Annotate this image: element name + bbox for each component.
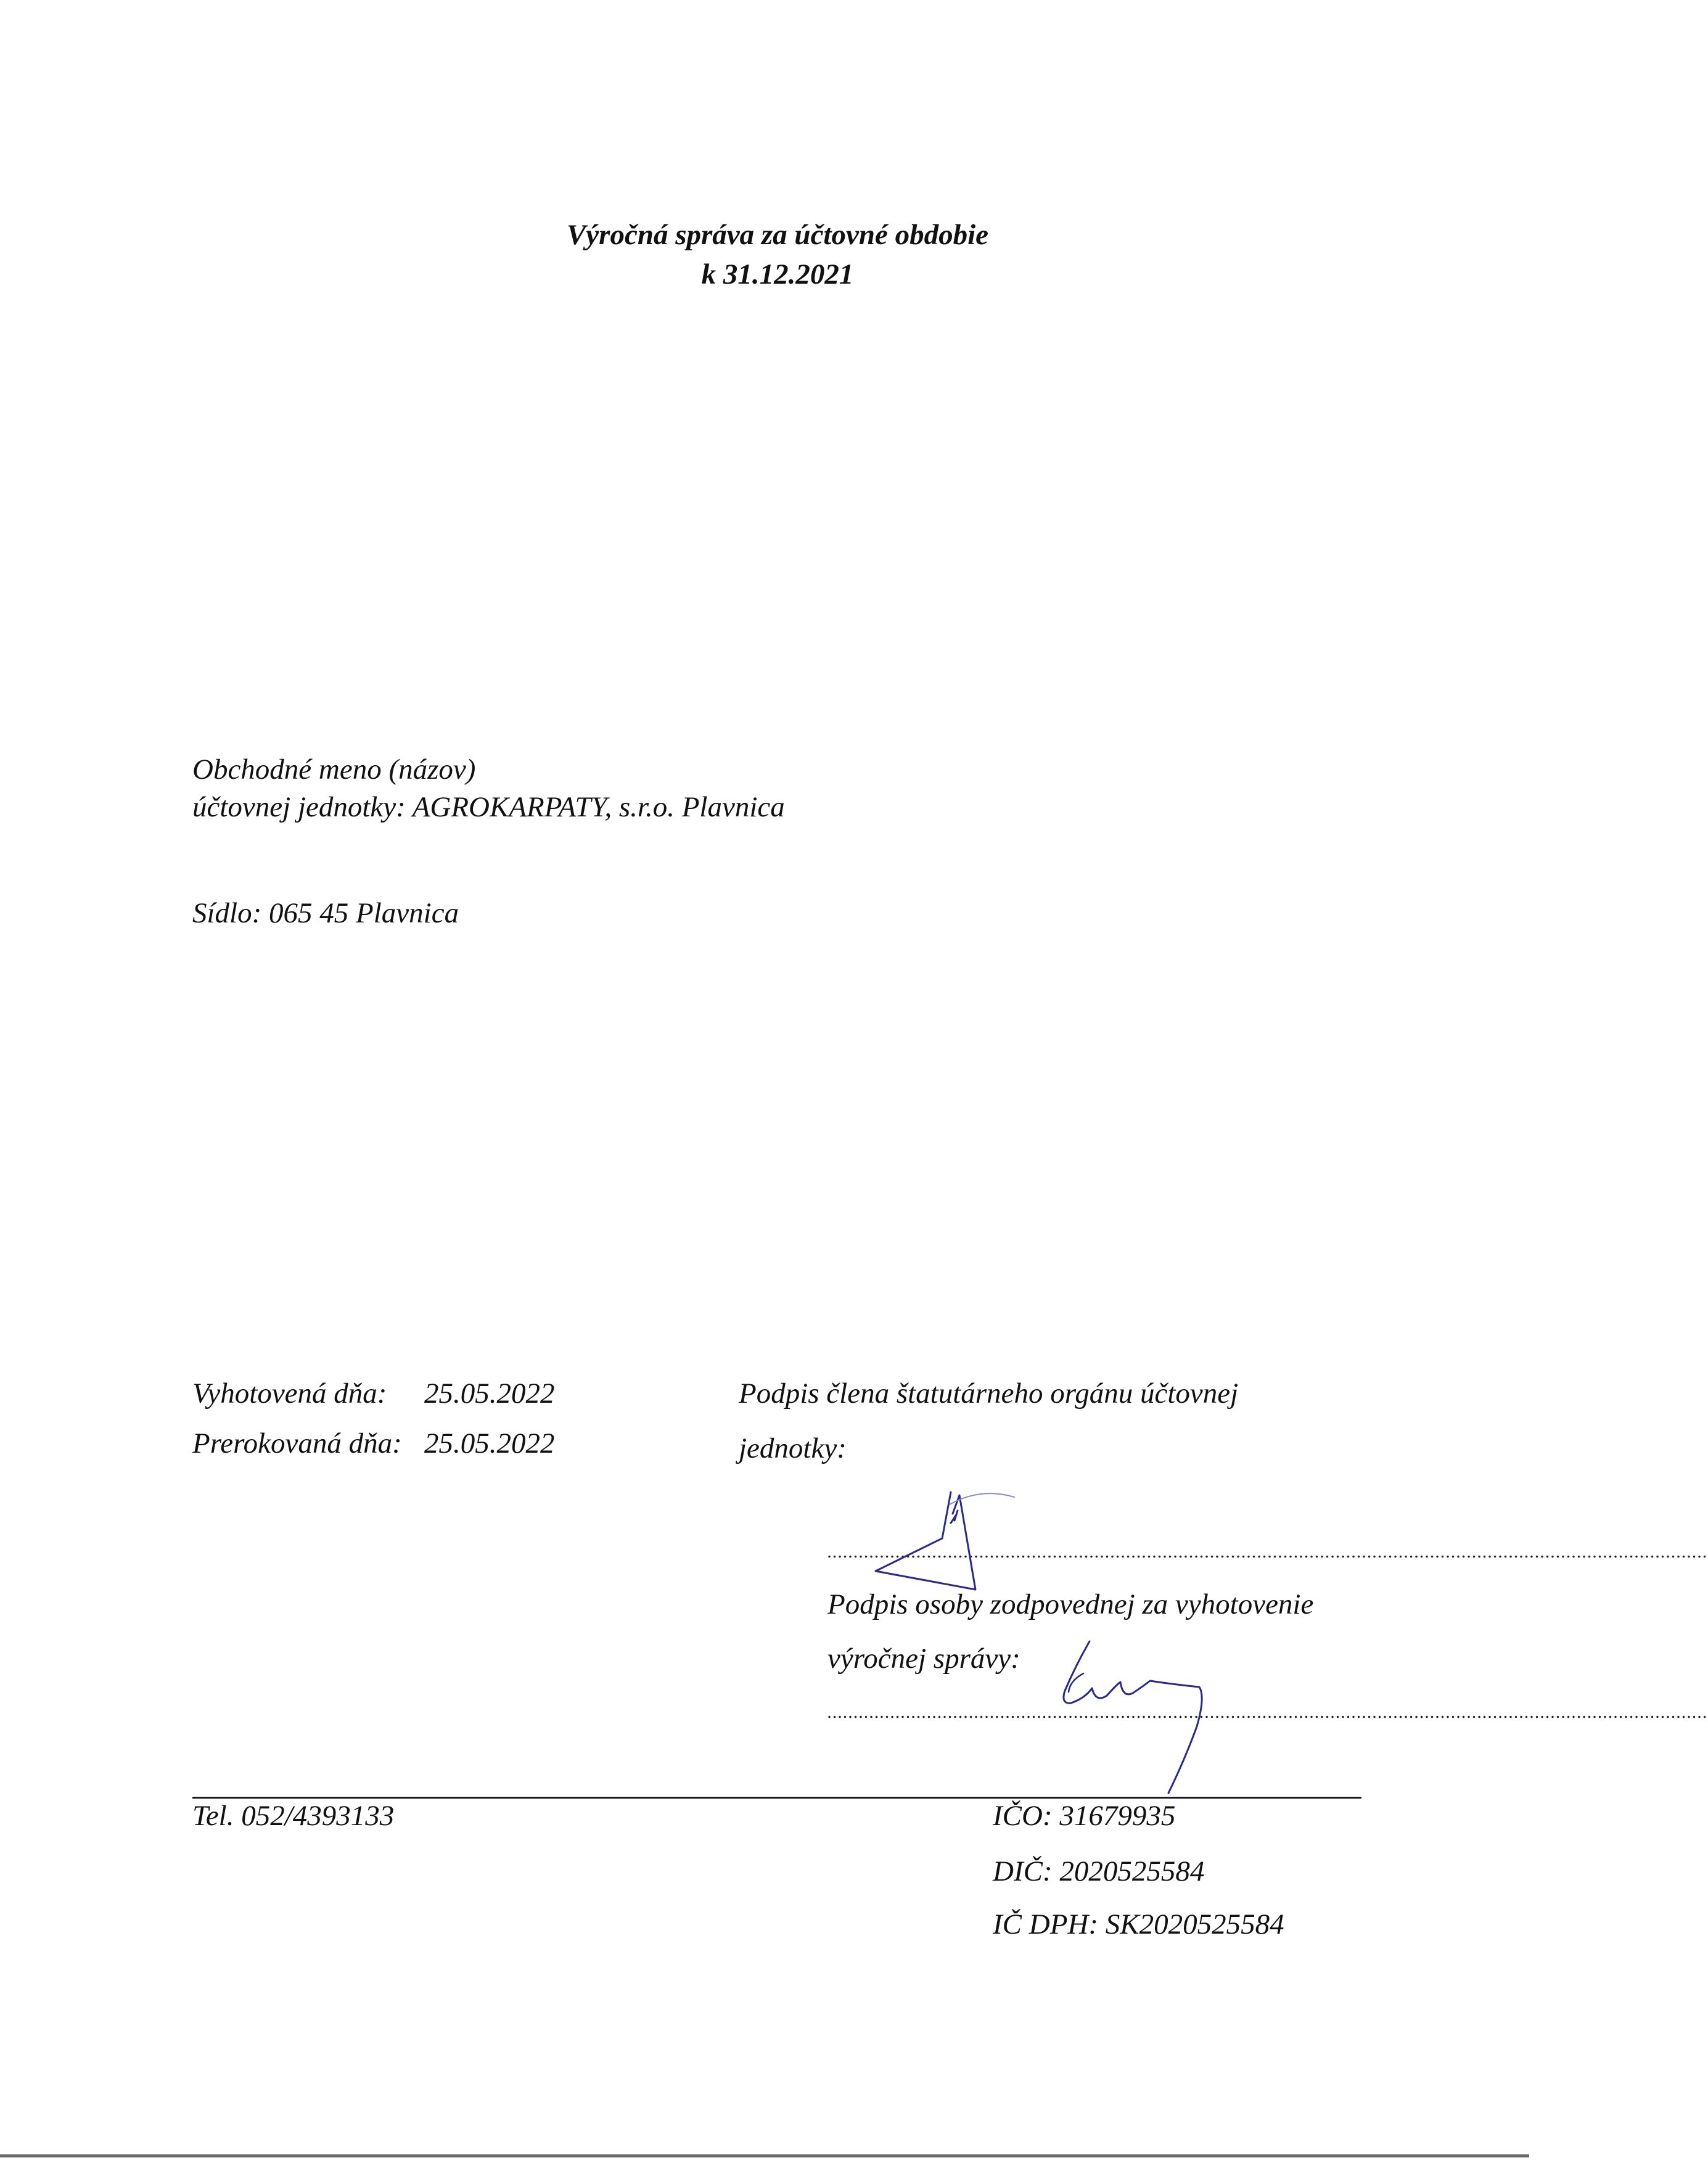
- business-name-line: účtovnej jednotky: AGROKARPATY, s.r.o. Plavnica: [192, 791, 785, 823]
- prepared-date-label: Vyhotovená dňa:: [192, 1377, 387, 1410]
- vat-id: IČ DPH: SK2020525584: [993, 1908, 1284, 1940]
- discussed-date-value: 25.05.2022: [424, 1427, 555, 1459]
- registered-seat: Sídlo: 065 45 Plavnica: [192, 897, 459, 929]
- discussed-date-label: Prerokovaná dňa:: [192, 1427, 402, 1459]
- statutory-signature-label: Podpis člena štatutárneho orgánu účtovnej: [739, 1377, 1239, 1410]
- document-period: k 31.12.2021: [701, 258, 854, 290]
- responsible-handwritten-signature: [1051, 1634, 1273, 1800]
- phone-number: Tel. 052/4393133: [192, 1800, 395, 1832]
- business-name-label: Obchodné meno (názov): [192, 753, 476, 786]
- company-id: IČO: 31679935: [993, 1800, 1176, 1832]
- scan-bottom-edge: [0, 2154, 1529, 2157]
- responsible-signature-label-cont: výročnej správy:: [827, 1643, 1020, 1675]
- responsible-signature-label: Podpis osoby zodpovednej za vyhotovenie: [827, 1588, 1314, 1620]
- tax-id: DIČ: 2020525584: [993, 1855, 1205, 1887]
- document-title: Výročná správa za účtovné obdobie: [566, 219, 989, 251]
- statutory-signature-line: ........................................................................................................................................................................: [827, 1541, 1708, 1562]
- prepared-date-value: 25.05.2022: [424, 1377, 555, 1410]
- statutory-handwritten-signature: [863, 1480, 1024, 1597]
- responsible-signature-line: ........................................................................................................................................................................: [827, 1702, 1708, 1722]
- statutory-signature-label-cont: jednotky:: [739, 1432, 847, 1464]
